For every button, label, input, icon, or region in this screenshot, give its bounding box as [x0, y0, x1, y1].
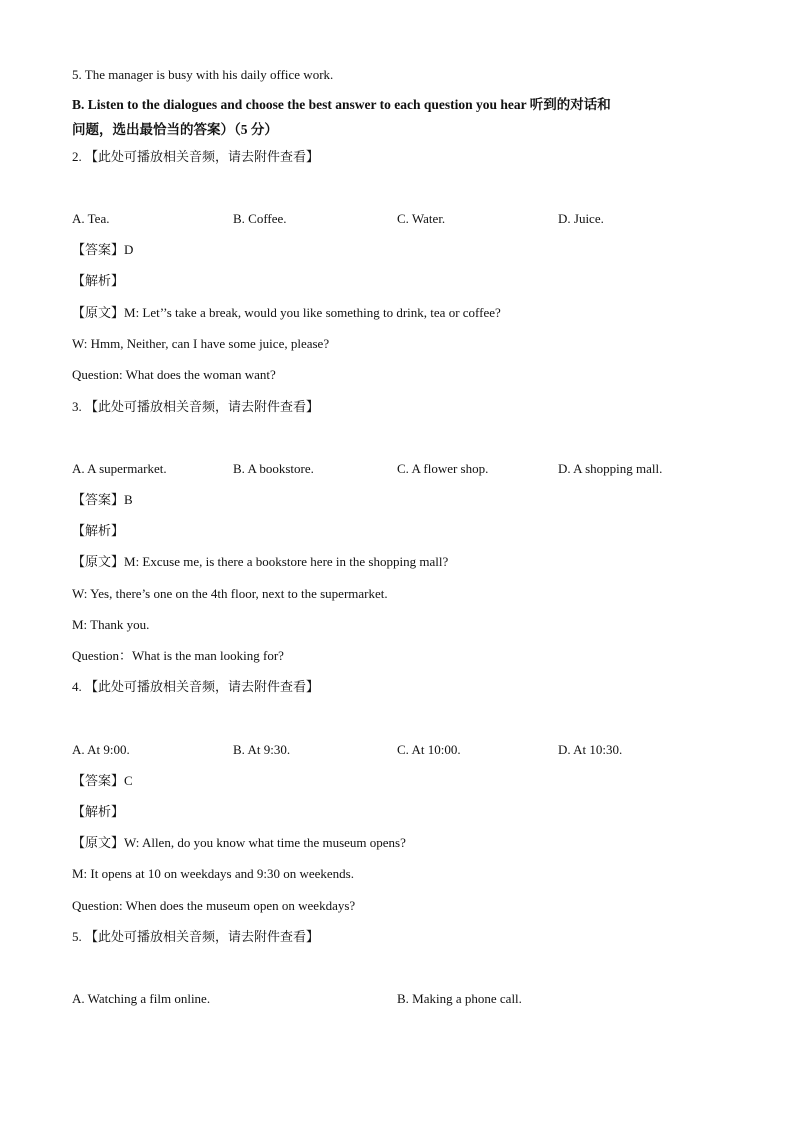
- option-b: B. A bookstore.: [233, 461, 314, 476]
- audio-note: 【此处可播放相关音频，请去附件查看】: [85, 679, 320, 694]
- option-d: D. At 10:30.: [558, 742, 623, 757]
- audio-note: 【此处可播放相关音频，请去附件查看】: [85, 929, 320, 944]
- transcript-text: W: Allen, do you know what time the museum opens?: [124, 835, 406, 850]
- answer-line: [72, 241, 133, 259]
- transcript-line: M: It opens at 10 on weekdays and 9:30 on weekends.: [72, 866, 354, 881]
- option-d: D. Juice.: [558, 211, 604, 226]
- transcript-line: [72, 834, 406, 852]
- transcript-text: M: Let’’s take a break, would you like something to drink, tea or coffee?: [124, 305, 501, 320]
- option-a: A. Watching a film online.: [72, 991, 211, 1006]
- audio-note: 【此处可播放相关音频，请去附件查看】: [85, 149, 320, 164]
- question-2-options: [72, 210, 732, 228]
- question-3-options: [72, 460, 732, 478]
- answer-label: 【答案】: [72, 773, 125, 788]
- option-b: B. Coffee.: [233, 211, 287, 226]
- option-a: A. At 9:00.: [72, 742, 130, 757]
- answer-value: B: [124, 492, 133, 507]
- transcript-line: M: Thank you.: [72, 617, 150, 632]
- analysis-label: 【解析】: [72, 523, 125, 538]
- transcript-line: W: Yes, there’s one on the 4th floor, next to the supermarket.: [72, 586, 388, 601]
- question-4-header: [72, 678, 319, 696]
- transcript-line: [72, 304, 501, 322]
- analysis-label: 【解析】: [72, 804, 125, 819]
- question-3-header: [72, 398, 319, 416]
- transcript-label: 【原文】: [72, 835, 125, 850]
- question-5-options: [72, 990, 732, 1008]
- section-b-heading: B. Listen to the dialogues and choose the best answer to each question you hear 听到的对话和: [72, 97, 611, 112]
- transcript-label: 【原文】: [72, 305, 125, 320]
- answer-line: [72, 772, 133, 790]
- option-a: A. A supermarket.: [72, 461, 167, 476]
- option-c: C. A flower shop.: [397, 461, 489, 476]
- transcript-question: Question：What is the man looking for?: [72, 648, 284, 663]
- transcript-line: W: Hmm, Neither, can I have some juice, please?: [72, 336, 330, 351]
- answer-line: [72, 491, 133, 509]
- question-2-header: [72, 148, 319, 166]
- statement-5: 5. The manager is busy with his daily office work.: [72, 67, 334, 82]
- transcript-line: [72, 553, 448, 571]
- option-b: B. Making a phone call.: [397, 991, 522, 1006]
- question-number: 4.: [72, 679, 82, 694]
- option-d: D. A shopping mall.: [558, 461, 663, 476]
- transcript-question: Question: When does the museum open on weekdays?: [72, 898, 356, 913]
- transcript-label: 【原文】: [72, 554, 125, 569]
- answer-value: D: [124, 242, 134, 257]
- audio-note: 【此处可播放相关音频，请去附件查看】: [85, 399, 320, 414]
- question-number: 3.: [72, 399, 82, 414]
- option-b: B. At 9:30.: [233, 742, 291, 757]
- option-c: C. Water.: [397, 211, 446, 226]
- question-number: 2.: [72, 149, 82, 164]
- analysis-label: 【解析】: [72, 273, 125, 288]
- section-b-heading-continued: 问题，选出最恰当的答案）（5 分）: [72, 122, 278, 137]
- question-5-header: [72, 928, 319, 946]
- option-a: A. Tea.: [72, 211, 110, 226]
- question-number: 5.: [72, 929, 82, 944]
- answer-label: 【答案】: [72, 492, 125, 507]
- answer-value: C: [124, 773, 133, 788]
- question-4-options: [72, 741, 732, 759]
- transcript-question: Question: What does the woman want?: [72, 367, 276, 382]
- option-c: C. At 10:00.: [397, 742, 461, 757]
- transcript-text: M: Excuse me, is there a bookstore here in the shopping mall?: [124, 554, 449, 569]
- answer-label: 【答案】: [72, 242, 125, 257]
